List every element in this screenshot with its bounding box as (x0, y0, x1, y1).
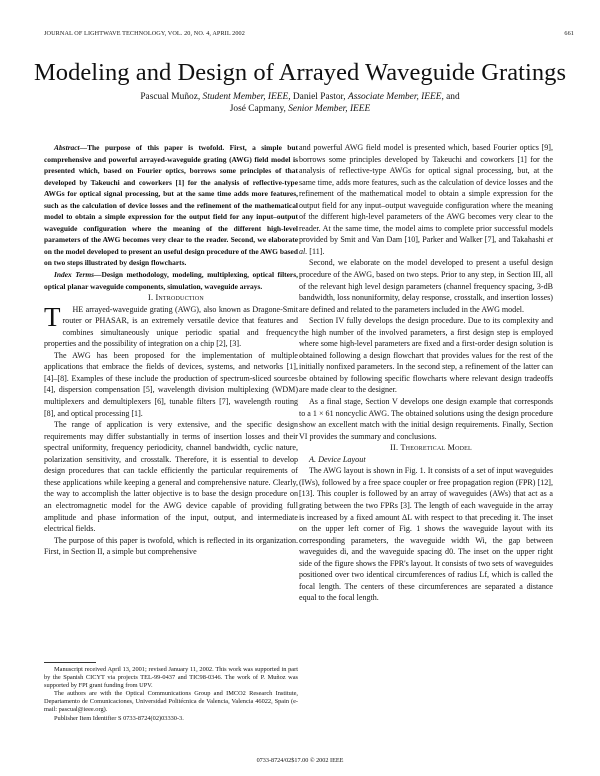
copyright-line: 0733-8724/02$17.00 © 2002 IEEE (256, 757, 344, 764)
author-membership: Student Member, IEEE (202, 92, 289, 102)
paragraph: As a final stage, Section V develops one design example that corresponds to a 1 × 61 noncyclic AWG. The obtained solutions using the design procedure show an excellent match with the initial design requirements. Finally, Section VI provides the summary and conclusions. (299, 397, 553, 441)
paragraph-text: and powerful AWG field model is presented which, based Fourier optics [9], borrows some principles developed by Takeuchi and coworkers [1] for the analysis of reflective-type AWGs for optical signal processing, but, at the same time, adds more features, such as the calculation of device losses and the refinement of the mathematical model to obtain a simple expression for the output field for any input–output waveguide configuration where the meaning of the different high-level parameters of the AWG becomes very clear to the reader. At the same time, the model aims to complete prior successful models provided by Smit and Van Dam [10], Parker and Walker [7], and Takahashi (299, 143, 553, 245)
running-header-journal: JOURNAL OF LIGHTWAVE TECHNOLOGY, VOL. 20, NO. 4, APRIL 2002 (44, 30, 245, 37)
left-column (44, 142, 298, 558)
paragraph (44, 301, 298, 350)
paragraph: The purpose of this paper is twofold, which is reflected in its organization. First, in Section II, a simple but comprehensive (44, 535, 298, 557)
author-name: Pascual Muñoz, (140, 92, 203, 102)
page-number: 661 (564, 30, 574, 37)
author-membership: Associate Member, IEEE (347, 92, 442, 102)
section-numeral: II. (390, 443, 401, 453)
author-name: , Daniel Pastor, (288, 92, 348, 102)
author-line-2 (0, 103, 600, 115)
abstract (44, 142, 298, 269)
paragraph: The AWG has been proposed for the implementation of multiple applications that embrace the fields of devices, systems, and networks [1], [4]–[8]. Examples of these include the production of spectrum-sliced sources [4], dispersion compensation [5], wavelength division multiplexing (WDM) multiplexers and demultiplexers [6], tunable filters [7], wavelength routing [8], and optical processing [1]. (44, 350, 298, 418)
author-line-1 (0, 91, 600, 103)
paragraph: Section IV fully develops the design procedure. Due to its complexity and the high number of the involved parameters, a first design step is employed where some high-level parameters are fixed and a first-order design solution is obtained following a design flowchart that provides values for the rest of the initially nonfixed parameters. In the second step, a refinement of the latter can be obtained by following specific flowcharts where relevant design tradeoffs are made clear to the designer. (299, 316, 553, 395)
paragraph: Second, we elaborate on the model developed to present a useful design procedure of the AWG, based on two steps. Prior to any step, in Section III, all of the relevant high level design parameters (channel frequency spacing, 3-dB bandwidth, loss nonuniformity, delay response, crosstalk, and insertion losses) are defined and related to the parameters included in the AWG model. (299, 258, 553, 314)
paragraph (299, 142, 553, 257)
drop-cap: T (44, 301, 61, 332)
index-terms-text: Design methodology, modeling, multiplexing, optical filters, optical planar waveguide components, simulation, waveguide arrays. (44, 270, 298, 291)
author-membership: Senior Member, IEEE (288, 104, 371, 114)
right-column (299, 142, 553, 604)
paragraph: The AWG layout is shown in Fig. 1. It consists of a set of input waveguides (IWs), followed by a free space coupler or free propagation region (FPR) [12], [13]. This coupler is followed by an array of waveguides (AWs) that act as a grating between the two FPRs [3]. The length of each waveguide in the array is increased by a fixed amount ΔL with respect to that preceding it. The inset on the upper left corner of Fig. 1 shows the waveguide layout with its corresponding parameters, the waveguide width Wi, the gap between waveguides di, and the waveguide spacing d0. The inset on the upper right side of the figure shows the FPR's layout. It consists of two sets of waveguides positioned over two identical circumferences of radius Lf, which is called the focal length. The centers of these circumferences are separated a distance equal to the focal length. (299, 466, 553, 603)
footnote-identifier: Publisher Item Identifier S 0733-8724(02)03330-3. (54, 714, 184, 722)
abstract-text: The purpose of this paper is twofold. First, a simple but comprehensive and powerful arrayed-waveguide grating (AWG) field model is presented which, based on Fourier optics, borrows some principles of that developed by Takeuchi and coworkers [1] for the analysis of reflective-type AWGs for optical signal processing, but at the same time adds more features, such as the calculation of device losses and the refinement of the mathematical model to obtain a simple expression for the output field for any input–output waveguide configuration where the meaning of the different high-level parameters of the AWG becomes very clear to the reader. Second, we elaborate on the model developed to present an useful design procedure of the AWG based on two steps illustrated by design flowcharts. (44, 143, 298, 268)
paragraph-text: [11]. (307, 246, 325, 256)
footnote-affiliation: The authors are with the Optical Communications Group and IMCO2 Research Institute, Departamento de Comunicaciones, Universidad Politécnica de Valencia, Valencia 46022, Spain (e-mail: pascual@ieee.org). (44, 690, 298, 714)
section-numeral: I. (148, 293, 156, 303)
abstract-label: Abstract— (54, 143, 88, 152)
section-title: Introduction (155, 293, 204, 303)
author-conjunction: , and (441, 92, 460, 102)
section-title: Theoretical Model (400, 443, 472, 453)
section-heading-theoretical-model (299, 442, 553, 454)
index-terms-label: Index Terms— (54, 270, 102, 280)
author-name: José Capmany, (229, 104, 289, 114)
et-al: et al. (299, 235, 553, 256)
paper-title: Modeling and Design of Arrayed Waveguide Gratings (33, 59, 567, 86)
footnotes (44, 666, 298, 723)
paragraph: The range of application is very extensive, and the specific design requirements may differ substantially in terms of insertion losses and their spectral uniformity, frequency periodicity, channel bandwidth, cyclic nature, polarization sensitivity, and crosstalk. Therefore, it is essential to develop design procedures that can tackle efficiently the particular requirements of these applications while keeping a general and comprehensive nature. Clearly, the way to accomplish the latter objective is to base the design procedure on an electromagnetic model for the AWG device capable of providing full amplitude and phase information of the input, output, and intermediate electrical fields. (44, 420, 298, 534)
section-heading-introduction (44, 292, 298, 304)
paragraph-text: HE arrayed-waveguide grating (AWG), also known as Dragone-Smit router or PHASAR, is an extremely versatile device that features and combines simultaneously unique periodic spatial and frequency properties and the possibility of integration on a chip [2], [3]. (44, 304, 298, 349)
footnote-manuscript: Manuscript received April 13, 2001; revised January 11, 2002. This work was supported in part by the Spanish CICYT via projects TEL-99-0437 and TIC98-0346. The work of P. Muñoz was supported by FPI grant funding from UPV. (44, 666, 298, 690)
footnote-rule (44, 662, 96, 663)
subsection-heading-device-layout: A. Device Layout (309, 454, 366, 464)
index-terms (44, 269, 298, 292)
